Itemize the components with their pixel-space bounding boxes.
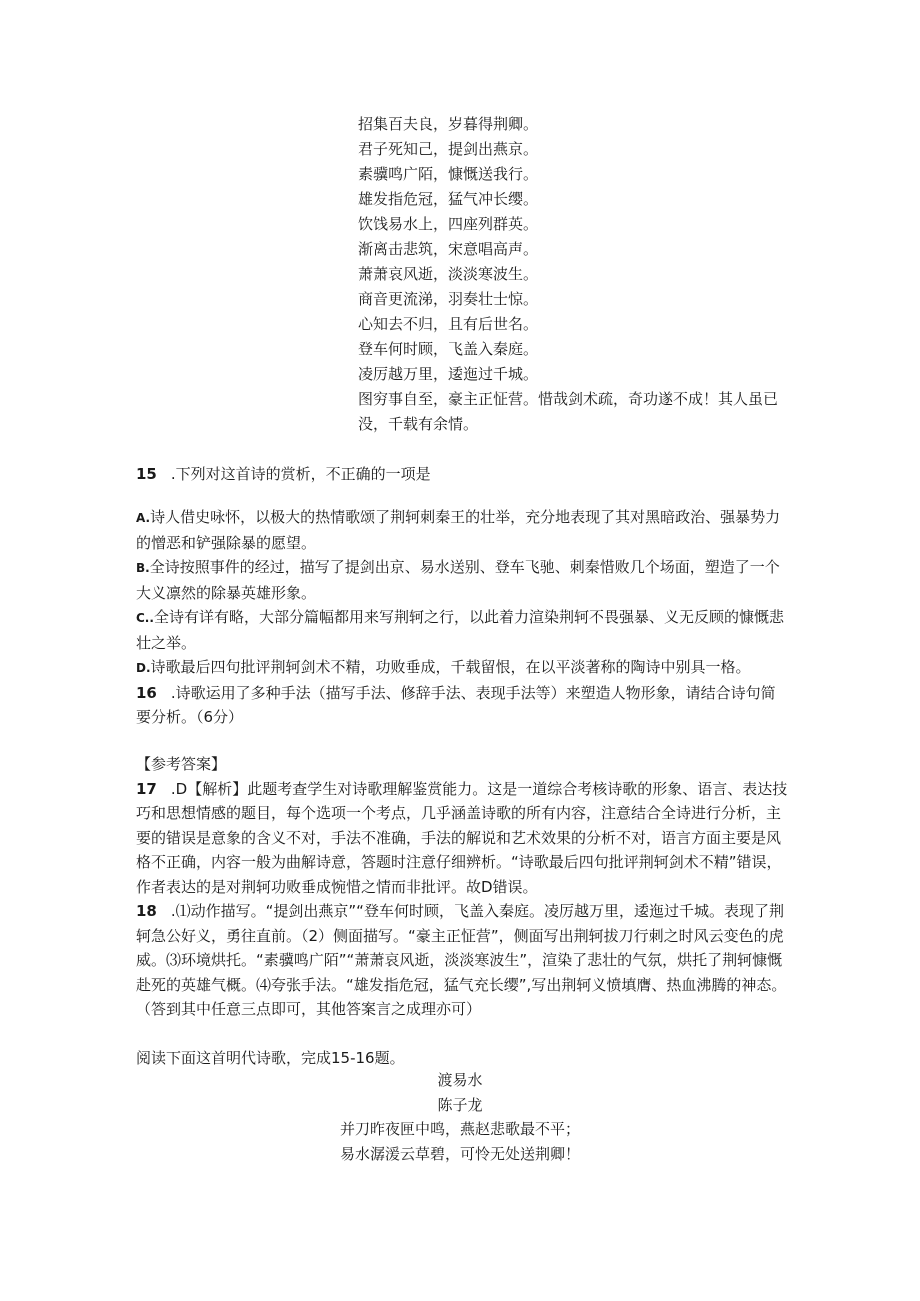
question-text: .下列对这首诗的赏析，不正确的一项是 <box>170 465 431 483</box>
option-text: 全诗有详有略，大部分篇幅都用来写荆轲之行，以此着力渲染荆轲不畏强暴、义无反顾的慷慨悲壮之举。 <box>136 608 784 652</box>
poem-line: 素骥鸣广陌，慷慨送我行。 <box>358 165 539 183</box>
option-c <box>136 605 788 655</box>
option-label: B. <box>136 561 150 575</box>
question-number: 16 <box>136 683 157 702</box>
poem-title: 渡易水 <box>437 1071 483 1089</box>
answer-18 <box>136 899 788 1022</box>
option-text: 全诗按照事件的经过，描写了提剑出京、易水送别、登车飞驰、刺秦惜败几个场面，塑造了一个大义凛然的除暴英雄形象。 <box>136 558 780 602</box>
option-text: 诗歌最后四句批评荆轲剑术不精，功败垂成，千载留恨，在以平淡著称的陶诗中别具一格。 <box>150 658 751 676</box>
poem-last-line: 图穷事自至，豪主正怔营。惜哉剑术疏，奇功遂不成！其人虽已没，千载有余情。 <box>358 390 779 433</box>
option-a <box>136 505 788 555</box>
option-label: A. <box>136 511 151 525</box>
poem-line: 饮饯易水上，四座列群英。 <box>358 215 539 233</box>
poem-line: 招集百夫良，岁暮得荆卿。 <box>358 115 539 133</box>
poem-line: 易水潺湲云草碧，可怜无处送荆卿！ <box>339 1144 580 1163</box>
poem-line: 雄发指危冠，猛气冲长缨。 <box>358 190 539 208</box>
poem-line: 君子死知己，提剑出燕京。 <box>358 140 539 158</box>
answer-17 <box>136 777 788 900</box>
question-text: .诗歌运用了多种手法（描写手法、修辞手法、表现手法等）来塑造人物形象，请结合诗句简要分析。（6分） <box>136 683 776 726</box>
poem-du-yi-shui <box>300 1068 620 1166</box>
answer-text: .D【解析】此题考查学生对诗歌理解鉴赏能力。这是一道综合考核诗歌的形象、语言、表达技巧和思想情感的题目，每个选项一个考点，几乎涵盖诗歌的所有内容，注意结合全诗进行分析，主要的错误是意象的含义不对，手法不准确，手法的解说和艺术效果的分析不对，语言方面主要是风格不正确，内容一般为曲解诗意，答题时注意仔细辨析。“诗歌最后四句批评荆轲剑术不精”错误，作者表达的是对荆轲功败垂成惋惜之情而非批评。故D错误。 <box>136 779 788 896</box>
question-15 <box>136 462 788 487</box>
poem-line: 心知去不归，且有后世名。 <box>358 315 539 333</box>
option-d <box>136 655 788 681</box>
question-number: 15 <box>136 465 157 483</box>
poem-line: 萧萧哀风逝，淡淡寒波生。 <box>358 265 539 283</box>
poem-line: 并刀昨夜匣中鸣，燕赵悲歌最不平； <box>339 1120 580 1138</box>
answer-number: 17 <box>136 779 157 798</box>
question-15-options <box>136 505 788 730</box>
answer-section <box>136 752 788 1022</box>
poem-line: 商音更流涕，羽奏壮士惊。 <box>358 290 539 308</box>
answer-header: 【参考答案】 <box>136 755 227 773</box>
question-16 <box>136 681 788 730</box>
poem-author: 陈子龙 <box>437 1095 483 1114</box>
answer-number: 18 <box>136 902 157 920</box>
poem-block <box>358 112 788 437</box>
poem-line: 登车何时顾，飞盖入秦庭。 <box>358 340 539 358</box>
answer-text: .⑴动作描写。“提剑出燕京”“登车何时顾，飞盖入秦庭。凌厉越万里，逶迤过千城。表现了荆轲急公好义，勇往直前。（2）侧面描写。“豪主正怔营”，侧面写出荆轲拔刀行刺之时风云变色的虎威。⑶环境烘托。“素骥鸣广陌”“萧萧哀风逝，淡淡寒波生”，渲染了悲壮的气氛，烘托了荆轲慷慨赴死的英雄气概。⑷夸张手法。“雄发指危冠，猛气充长缨”,写出荆轲义愤填膺、热血沸腾的神态。（答到其中任意三点即可，其他答案言之成理亦可） <box>136 902 787 1018</box>
option-text: 诗人借史咏怀，以极大的热情歌颂了荆轲刺秦王的壮举，充分地表现了其对黑暗政治、强暴势力的憎恶和铲强除暴的愿望。 <box>136 508 781 552</box>
poem-line: 凌厉越万里，逶迤过千城。 <box>358 365 539 383</box>
poem-line: 渐离击悲筑，宋意唱高声。 <box>358 240 539 258</box>
option-label: D. <box>136 661 151 675</box>
reading-intro: 阅读下面这首明代诗歌，完成15-16题。 <box>136 1049 405 1067</box>
option-b <box>136 555 788 605</box>
option-label: C.. <box>136 611 154 625</box>
